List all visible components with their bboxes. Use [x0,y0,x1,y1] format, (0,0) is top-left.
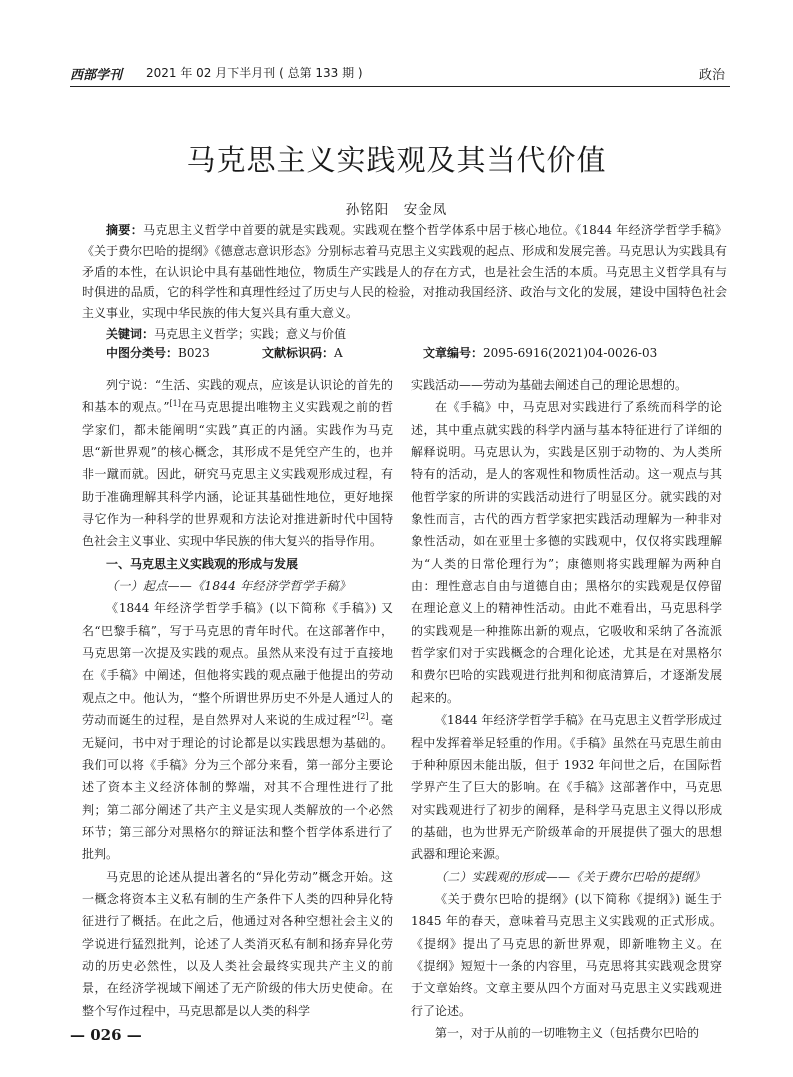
page-number: — 026 — [70,1026,142,1044]
clc-field [106,344,210,361]
citation-ref: [1] [169,399,181,409]
paragraph: 列宁说：“生活、实践的观点，应该是认识论的首先的和基本的观点。”[1]在马克思提出唯物主义实践观之前的哲学家们，都未能阐明“实践”真正的内涵。实践作为马克思“新世界观”的核心概念，其形成不是凭空产生的，也并非一蹴而就。因此，研究马克思主义实践观形成过程，有助于准确理解其科学内涵，论证其基础性地位，更好地探寻它作为一种科学的世界观和方法论对推进新时代中国特色社会主义事业、实现中华民族的伟大复兴的指导作用。 [82,378,393,549]
issue-info: 2021 年 02 月下半月刊 ( 总第 133 期 ) [146,66,363,80]
doc-code-label: 文献标识码： [262,346,335,360]
section-label: 政治 [699,68,726,83]
keywords: 马克思主义哲学；实践；意义与价值 [154,326,347,341]
paragraph: 实践活动——劳动为基础去阐述自己的理论思想的。 [411,378,688,392]
citation-ref: [2] [357,712,369,722]
section-heading: 一、马克思主义实践观的形成与发展 [106,556,299,571]
abstract-label: 摘要： [106,223,144,237]
header-rule [70,86,730,87]
clc-value: B023 [178,346,210,360]
keywords-label: 关键词： [106,326,155,341]
body-column-right [411,374,722,1044]
paragraph: 《关于费尔巴哈的提纲》(以下简称《提纲》) 诞生于 1845 年的春天，意味着马克思主义实践观的正式形成。《提纲》提出了马克思的新世界观，即新唯物主义。在《提纲》短短十一条的内容里，马克思将其实践观念贯穿于文章始终。文章主要从四个方面对马克思主义实践观进行了论述。 [411,891,722,1018]
paragraph: 《1844 年经济学哲学手稿》(以下简称《手稿》) 又名“巴黎手稿”，写于马克思的青年时代。在这部著作中，马克思第一次提及实践的观点。虽然从来没有过于直接地在《手稿》中阐述，但他将实践的观点融于他提出的劳动观点之中。他认为，“整个所谓世界历史不外是人通过人的劳动而诞生的过程，是自然界对人来说的生成过程”[2]。毫无疑问，书中对于理论的讨论都是以实践思想为基础的。我们可以将《手稿》分为三个部分来看，第一部分主要论述了资本主义经济体制的弊端，对其不合理性进行了批判；第二部分阐述了共产主义是实现人类解放的一个必然环节；第三部分对黑格尔的辩证法和整个哲学体系进行了批判。 [82,601,393,862]
journal-logo: 西部学刊 [70,68,123,83]
article-title: 马克思主义实践观及其当代价值 [186,143,607,177]
article-no-field [423,344,657,361]
subsection-heading: （二）实践观的形成——《关于费尔巴哈的提纲》 [435,869,706,884]
abstract-text: 马克思主义哲学中首要的就是实践观。实践观在整个哲学体系中居于核心地位。《1844 年经济学哲学手稿》《关于费尔巴哈的提纲》《德意志意识形态》分别标志着马克思主义实践观的起点、形成和发展完善。马克思认为实践具有矛盾的本性，在认识论中具有基础性地位，物质生产实践是人的存在方式，也是社会生活的本质。马克思主义哲学具有与时俱进的品质，它的科学性和真理性经过了历史与人民的检验，对推动我国经济、政治与文化的发展，建设中国特色社会主义事业，实现中华民族的伟大复兴具有重大意义。 [82,223,727,321]
clc-label: 中图分类号： [106,346,179,360]
paragraph: 马克思的论述从提出著名的“异化劳动”概念开始。这一概念将资本主义私有制的生产条件下人类的四种异化特征进行了概括。在此之后，他通过对各种空想社会主义的学说进行猛烈批判，论述了人类消灭私有制和扬弃异化劳动的历史必然性，以及人类社会最终实现共产主义的前景，在经济学视域下阐述了无产阶级的伟大历史使命。在整个写作过程中，马克思都是以人类的科学 [82,869,393,1018]
article-no-label: 文章编号： [423,346,484,360]
doc-code-field [262,344,343,361]
paragraph: 在《手稿》中，马克思对实践进行了系统而科学的论述，其中重点就实践的科学内涵与基本特征进行了详细的解释说明。马克思认为，实践是区别于动物的、为人类所特有的活动，是人的客观性和物质性活动。这一观点与其他哲学家的所讲的实践活动进行了明显区分。就实践的对象性而言，古代的西方哲学家把实践活动理解为一种非对象性活动，如在亚里士多德的实践观中，仅仅将实践理解为“人类的日常伦理行为”；康德则将实践理解为两种自由：理性意志自由与道德自由；黑格尔的实践观是仅停留在理论意义上的精神性活动。由此不难看出，马克思科学的实践观是一种推陈出新的观点，它吸收和采纳了各流派哲学家们对于实践概念的合理化论述，尤其是在对黑格尔和费尔巴哈的实践观进行批判和彻底清算后，才逐渐发展起来的。 [411,400,722,705]
subsection-heading: （一）起点——《1844 年经济学哲学手稿》 [106,579,351,594]
paragraph: 《1844 年经济学哲学手稿》在马克思主义哲学形成过程中发挥着举足轻重的作用。《手稿》虽然在马克思生前由于种种原因未能出版，但于 1932 年问世之后，在国际哲学界产生了巨大的影响。在《手稿》这部著作中，马克思对实践观进行了初步的阐释，是科学马克思主义得以形成的基础，也为世界无产阶级革命的开展提供了强大的思想武器和理论来源。 [411,713,722,862]
paragraph: 第一，对于从前的一切唯物主义（包括费尔巴哈的 [435,1025,700,1040]
body-column-left [82,374,393,1022]
abstract [82,220,727,345]
article-no-value: 2095-6916(2021)04-0026-03 [483,346,658,360]
authors: 孙铭阳 安金凤 [345,202,448,218]
doc-code-value: A [334,346,343,360]
